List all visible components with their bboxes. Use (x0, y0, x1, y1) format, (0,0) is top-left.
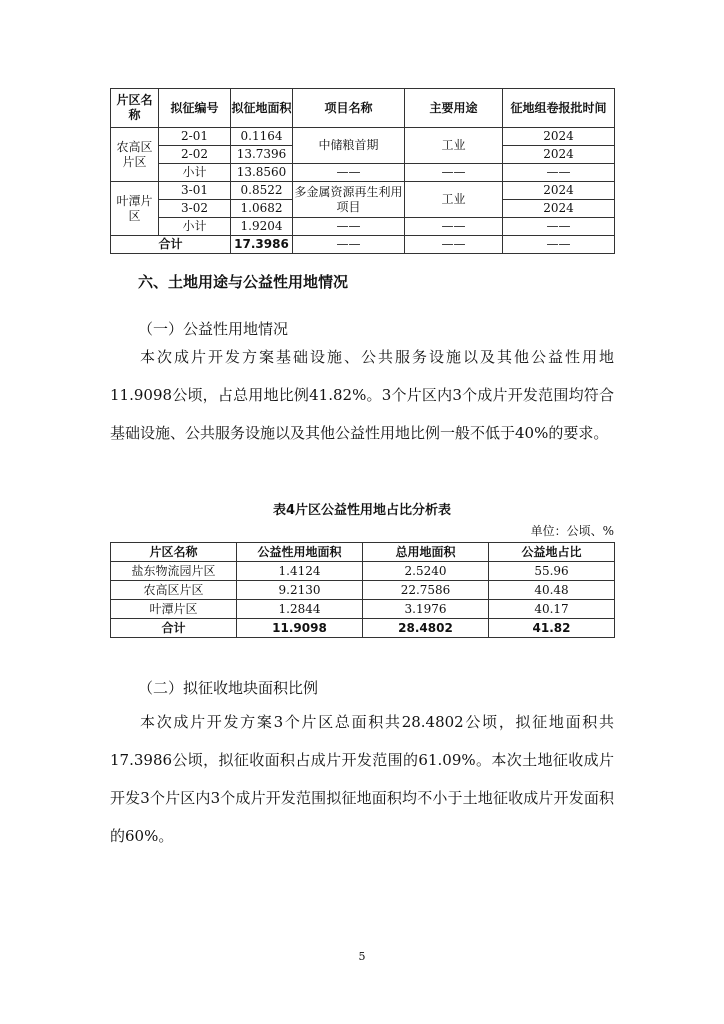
subtotal-row (111, 218, 615, 236)
header-area-name: 片区名称 (111, 89, 159, 128)
subtotal-year: —— (503, 218, 615, 236)
subtotal-project: —— (293, 218, 405, 236)
year-cell: 2024 (503, 146, 615, 164)
subtotal-project: —— (293, 164, 405, 182)
header-area-name: 片区名称 (111, 543, 237, 562)
total-public-land: 11.9098 (237, 619, 363, 638)
size-cell: 0.1164 (231, 128, 293, 146)
header-project-name: 项目名称 (293, 89, 405, 128)
ratio-cell: 40.17 (489, 600, 615, 619)
ratio-cell: 55.96 (489, 562, 615, 581)
subtotal-use: —— (405, 218, 503, 236)
project-cell: 多金属资源再生利用项目 (293, 182, 405, 218)
header-land-size: 拟征地面积 (231, 89, 293, 128)
table-row (111, 600, 615, 619)
subtotal-use: —— (405, 164, 503, 182)
total-row (111, 619, 615, 638)
section-6-heading: 六、土地用途与公益性用地情况 (138, 273, 349, 291)
header-approval-time: 征地组卷报批时间 (503, 89, 615, 128)
page-number: 5 (358, 950, 366, 963)
total-land-cell: 3.1976 (363, 600, 489, 619)
total-land: 28.4802 (363, 619, 489, 638)
table-row (111, 562, 615, 581)
total-land-cell: 2.5240 (363, 562, 489, 581)
total-row (111, 236, 615, 254)
use-cell: 工业 (405, 128, 503, 164)
ratio-cell: 40.48 (489, 581, 615, 600)
subtotal-size: 13.8560 (231, 164, 293, 182)
header-public-land: 公益性用地面积 (237, 543, 363, 562)
public-land-ratio-table (110, 542, 615, 638)
table-4-caption: 表4片区公益性用地占比分析表 (272, 503, 452, 518)
size-cell: 1.0682 (231, 200, 293, 218)
header-total-land: 总用地面积 (363, 543, 489, 562)
subtotal-year: —— (503, 164, 615, 182)
subtotal-size: 1.9204 (231, 218, 293, 236)
table-row (111, 581, 615, 600)
code-cell: 2-01 (159, 128, 231, 146)
total-use: —— (405, 236, 503, 254)
total-land-cell: 22.7586 (363, 581, 489, 600)
area-name-cell: 农高区片区 (111, 581, 237, 600)
public-land-cell: 9.2130 (237, 581, 363, 600)
total-year: —— (503, 236, 615, 254)
header-code: 拟征编号 (159, 89, 231, 128)
use-cell: 工业 (405, 182, 503, 218)
code-cell: 3-01 (159, 182, 231, 200)
public-land-cell: 1.4124 (237, 562, 363, 581)
public-land-cell: 1.2844 (237, 600, 363, 619)
total-project: —— (293, 236, 405, 254)
year-cell: 2024 (503, 128, 615, 146)
header-main-use: 主要用途 (405, 89, 503, 128)
area-name-cell: 叶潭片区 (111, 182, 159, 236)
code-cell: 2-02 (159, 146, 231, 164)
table-row (111, 128, 615, 146)
total-size: 17.3986 (231, 236, 293, 254)
subsection-2-heading: （二）拟征收地块面积比例 (138, 679, 319, 697)
area-name-cell: 盐东物流园片区 (111, 562, 237, 581)
total-label: 合计 (111, 619, 237, 638)
table-4-unit: 单位：公顷、% (530, 524, 614, 538)
land-acquisition-table (110, 88, 615, 254)
subtotal-label: 小计 (159, 218, 231, 236)
table-header-row (111, 89, 615, 128)
size-cell: 0.8522 (231, 182, 293, 200)
header-ratio: 公益地占比 (489, 543, 615, 562)
year-cell: 2024 (503, 182, 615, 200)
paragraph-public-land: 本次成片开发方案基础设施、公共服务设施以及其他公益性用地11.9098公顷，占总用地比例41.82%。3个片区内3个成片开发范围均符合基础设施、公共服务设施以及其他公益性用地比例一般不低于40%的要求。 (110, 348, 614, 442)
area-name-cell: 农高区片区 (111, 128, 159, 182)
table-row (111, 182, 615, 200)
table-header-row (111, 543, 615, 562)
area-name-cell: 叶潭片区 (111, 600, 237, 619)
paragraph-acquisition-ratio: 本次成片开发方案3个片区总面积共28.4802公顷，拟征地面积共17.3986公顷，拟征收面积占成片开发范围的61.09%。本次土地征收成片开发3个片区内3个成片开发范围拟征地面积均不小于土地征收成片开发面积的60%。 (110, 713, 614, 845)
subtotal-row (111, 164, 615, 182)
subtotal-label: 小计 (159, 164, 231, 182)
project-cell: 中储粮首期 (293, 128, 405, 164)
year-cell: 2024 (503, 200, 615, 218)
size-cell: 13.7396 (231, 146, 293, 164)
code-cell: 3-02 (159, 200, 231, 218)
total-ratio: 41.82 (489, 619, 615, 638)
total-label: 合计 (111, 236, 231, 254)
subsection-1-heading: （一）公益性用地情况 (138, 320, 289, 338)
